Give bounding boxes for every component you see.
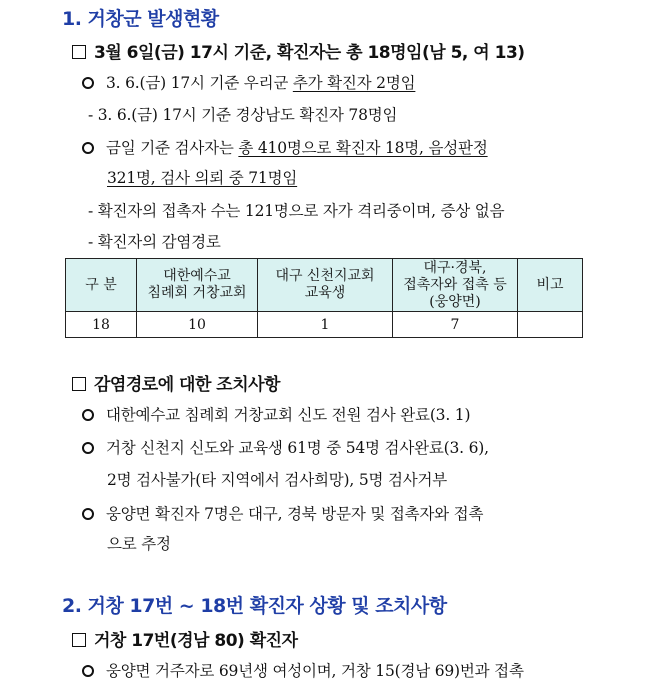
table-header-cell: 구 분 — [66, 259, 137, 312]
table-cell: 1 — [258, 312, 393, 338]
checkbox-square-icon — [72, 45, 86, 59]
table-header-cell: 대한예수교 침례회 거창교회 — [137, 259, 258, 312]
bullet-text: 웅양면 거주자로 69년생 여성이며, 거창 15(경남 69)번과 접촉 — [106, 662, 524, 680]
bullet-shincheonji — [82, 436, 489, 458]
bullet-case-17 — [82, 659, 524, 681]
measures-heading — [72, 370, 280, 395]
circle-bullet-icon — [82, 142, 94, 154]
case-17-heading — [72, 626, 298, 651]
circle-bullet-icon — [82, 508, 94, 520]
circle-bullet-icon — [82, 442, 94, 454]
bullet-test-count-line2 — [107, 166, 297, 188]
table-header-cell: 대구·경북, 접촉자와 접촉 등 (웅양면) — [393, 259, 518, 312]
dash-contacts: - 확진자의 접촉자 수는 121명으로 자가 격리중이며, 증상 없음 — [88, 202, 505, 220]
bullet-text: 3. 6.(금) 17시 기준 우리군 — [106, 74, 293, 92]
table-header-row — [66, 259, 583, 312]
case-17-heading-text: 거창 17번(경남 80) 확진자 — [94, 631, 298, 651]
bullet-shincheonji-line2: 2명 검사불가(타 지역에서 검사희망), 5명 검사거부 — [107, 471, 448, 489]
infection-route-table — [65, 258, 583, 338]
bullet-additional-cases — [82, 71, 415, 93]
bullet-underlined-text: 추가 확진자 2명임 — [292, 74, 416, 92]
bullet-text: 대한예수교 침례회 거창교회 신도 전원 검사 완료(3. 1) — [106, 406, 471, 424]
section-1-title: 1. 거창군 발생현황 — [62, 8, 219, 30]
circle-bullet-icon — [82, 77, 94, 89]
dash-infection-route: - 확진자의 감염경로 — [88, 233, 221, 251]
status-heading — [72, 38, 525, 63]
bullet-underlined-text: 총 410명으로 확진자 18명, 음성판정 — [238, 139, 488, 157]
table-cell: 18 — [66, 312, 137, 338]
table-header-cell: 대구 신천지교회 교육생 — [258, 259, 393, 312]
status-heading-text: 3월 6일(금) 17시 기준, 확진자는 총 18명임(남 5, 여 13) — [94, 43, 525, 63]
table-cell: 7 — [393, 312, 518, 338]
bullet-text: 웅양면 확진자 7명은 대구, 경북 방문자 및 접촉자와 접촉 — [106, 505, 484, 523]
dash-gyeongnam-cases: - 3. 6.(금) 17시 기준 경상남도 확진자 78명임 — [88, 106, 398, 124]
bullet-woongyang-line2: 으로 추정 — [107, 535, 171, 553]
checkbox-square-icon — [72, 377, 86, 391]
bullet-church-tested — [82, 403, 470, 425]
bullet-text: 거창 신천지 신도와 교육생 61명 중 54명 검사완료(3. 6), — [106, 439, 489, 457]
bullet-woongyang — [82, 502, 483, 524]
table-row — [66, 312, 583, 338]
checkbox-square-icon — [72, 633, 86, 647]
circle-bullet-icon — [82, 665, 94, 677]
table-cell — [518, 312, 583, 338]
bullet-text: 금일 기준 검사자는 — [106, 139, 239, 157]
circle-bullet-icon — [82, 409, 94, 421]
table-cell: 10 — [137, 312, 258, 338]
section-2-title: 2. 거창 17번 ~ 18번 확진자 상황 및 조치사항 — [62, 595, 447, 617]
table-header-cell: 비고 — [518, 259, 583, 312]
bullet-test-count — [82, 136, 488, 158]
measures-heading-text: 감염경로에 대한 조치사항 — [94, 375, 280, 395]
bullet-underlined-text: 321명, 검사 의뢰 중 71명임 — [107, 169, 298, 187]
